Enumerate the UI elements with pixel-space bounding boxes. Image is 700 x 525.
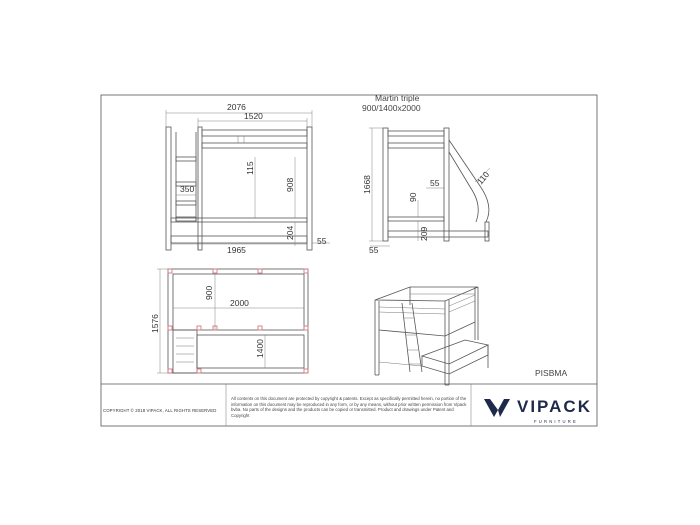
dim-side-rail: 90	[408, 192, 418, 202]
isometric-view	[375, 287, 488, 385]
dim-front-upper-gap: 115	[245, 161, 255, 175]
dim-side-lower-clearance: 209	[419, 226, 429, 241]
drawing-subtitle: 900/1400x2000	[362, 103, 421, 113]
brand-subtitle: FURNITURE	[534, 419, 578, 424]
dim-side-ladder-offset: 55	[430, 178, 440, 188]
plan-view	[157, 269, 308, 373]
dim-plan-lower-width: 1400	[255, 339, 265, 358]
dim-plan-upper-width: 900	[204, 285, 214, 300]
dim-side-height: 1668	[362, 175, 372, 194]
sheet-border	[101, 95, 597, 426]
vipack-logo-icon	[484, 399, 510, 417]
dim-front-lower-clearance: 204	[285, 225, 295, 240]
dim-plan-depth: 1576	[150, 314, 160, 333]
product-code: PISBMA	[535, 368, 568, 378]
drawing-title: Martin triple	[375, 93, 420, 103]
front-view	[166, 110, 330, 250]
dim-front-overall-width: 2076	[227, 102, 246, 112]
dim-front-deck-height: 908	[285, 177, 295, 192]
copyright-notice: COPYRIGHT © 2018 VIPACK, ALL RIGHTS RESERVED	[103, 408, 217, 413]
dim-front-ladder-width: 350	[180, 184, 195, 194]
legal-notice: All contents on this document are protected by copyright & patents. Except as specifically permitted herein, no portion of the information on this document may be reproduced in any form, or by any means, without prior written permission from Vipack bvba. No parts of the designs and the products can be copied or transmitted. Product and drawings under Patent and Copyright	[231, 396, 467, 418]
dim-front-foot: 55	[317, 236, 327, 246]
dim-side-foot: 55	[369, 245, 379, 255]
brand-name: VIPACK	[517, 397, 592, 416]
dim-front-inner-width: 1520	[244, 111, 263, 121]
dim-side-ladder-angle: 110	[474, 169, 492, 187]
dim-front-length: 1965	[227, 245, 246, 255]
dim-plan-length: 2000	[230, 298, 249, 308]
